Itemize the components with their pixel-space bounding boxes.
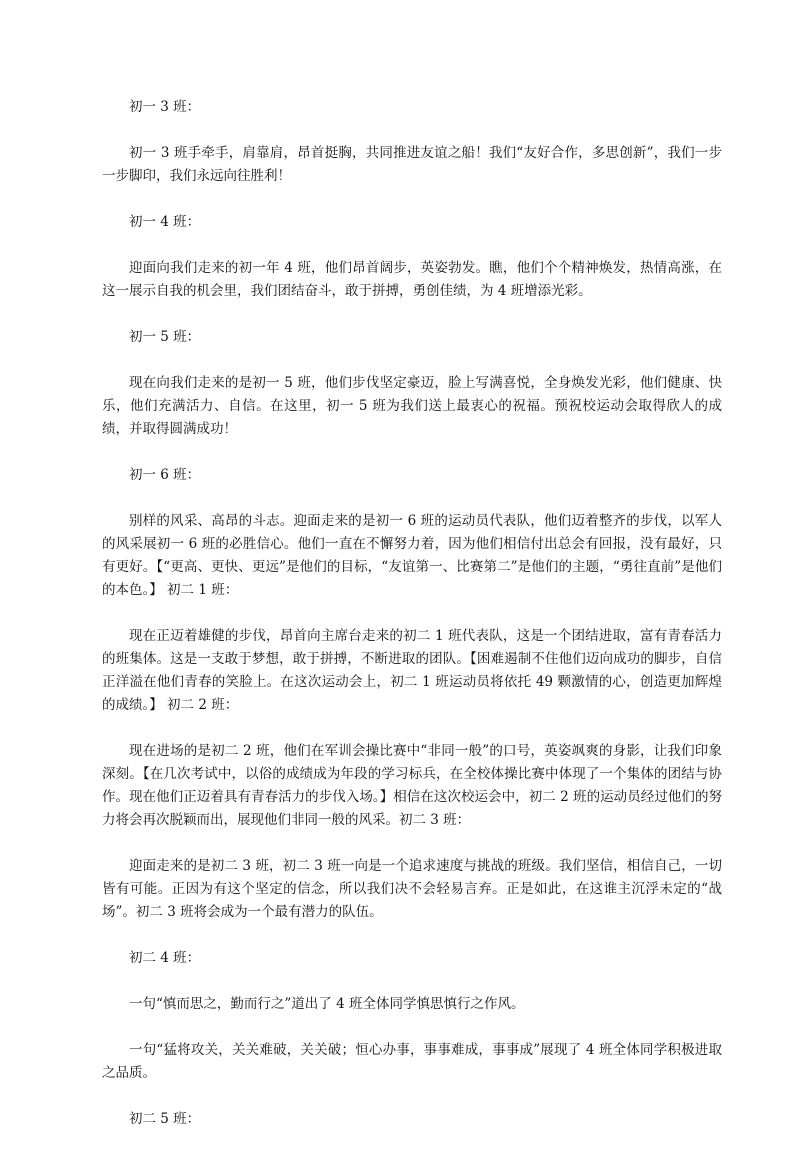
class-heading-c2-4: 初二 4 班： — [129, 950, 201, 966]
class-heading-c1-3: 初一 3 班： — [129, 99, 201, 115]
class-heading-c1-5: 初一 5 班： — [129, 329, 201, 345]
paragraph-c2-3: 迎面走来的是初二 3 班，初二 3 班一向是一个追求速度与挑战的班级。我们坚信，相信自己，一切皆有可能。正因为有这个坚定的信念，所以我们决不会轻易言弃。正是如此，在这谁主沉浮未定的“战场”。初二 3 班将会成为一个最有潜力的队伍。 — [102, 858, 722, 920]
paragraph-c1-3: 初一 3 班手牵手，肩靠肩，昂首挺胸，共同推进友谊之船！我们“友好合作，多思创新”，我们一步一步脚印，我们永远向往胜利！ — [102, 145, 722, 184]
class-heading-c1-4: 初一 4 班： — [129, 214, 201, 230]
paragraph-c2-1: 现在正迈着雄健的步伐，昂首向主席台走来的初二 1 班代表队，这是一个团结进取，富有青春活力的班集体。这是一支敢于梦想，敢于拼搏，不断进取的团队。【困难遏制不住他们迈向成功的脚步，自信正洋溢在他们青春的笑脸上。在这次运动会上，初二 1 班运动员将依托 49 颗激情的心，创造更加辉煌的成绩。】 初二 2 班： — [102, 628, 722, 713]
paragraph-c1-5: 现在向我们走来的是初一 5 班，他们步伐坚定豪迈，脸上写满喜悦，全身焕发光彩，他们健康、快乐，他们充满活力、自信。在这里，初一 5 班为我们送上最衷心的祝福。预祝校运动会取得欣人的成绩，并取得圆满成功！ — [102, 375, 722, 437]
class-heading-c2-5: 初二 5 班： — [129, 1111, 201, 1127]
paragraph-c1-6: 别样的风采、高昂的斗志。迎面走来的是初一 6 班的运动员代表队，他们迈着整齐的步伐，以军人的风采展初一 6 班的必胜信心。他们一直在不懈努力着，因为他们相信付出总会有回报，没有最好，只有更好。【“更高、更快、更远”是他们的目标，“友谊第一、比赛第二”是他们的主题，“勇往直前”是他们的本色。】 初二 1 班： — [102, 513, 722, 598]
paragraph-c2-4-b: 一句“猛将攻关，关关难破，关关破；恒心办事，事事难成，事事成”展现了 4 班全体同学积极进取之品质。 — [102, 1042, 722, 1081]
paragraph-c1-4: 迎面向我们走来的初一年 4 班，他们昂首阔步，英姿勃发。瞧，他们个个精神焕发，热情高涨，在这一展示自我的机会里，我们团结奋斗，敢于拼搏，勇创佳绩，为 4 班增添光彩。 — [102, 260, 722, 299]
class-heading-c1-6: 初一 6 班： — [129, 467, 201, 483]
paragraph-c2-4-a: 一句“慎而思之，勤而行之”道出了 4 班全体同学慎思慎行之作风。 — [129, 996, 525, 1012]
document-page — [102, 96, 722, 1154]
paragraph-c2-2: 现在进场的是初二 2 班，他们在军训会操比赛中“非同一般”的口号，英姿飒爽的身影，让我们印象深刻。【在几次考试中，以俗的成绩成为年段的学习标兵，在全校体操比赛中体现了一个集体的团结与协作。现在他们正迈着具有青春活力的步伐入场。】相信在这次校运会中，初二 2 班的运动员经过他们的努力将会再次脱颖而出，展现他们非同一般的风采。初二 3 班： — [102, 743, 722, 828]
